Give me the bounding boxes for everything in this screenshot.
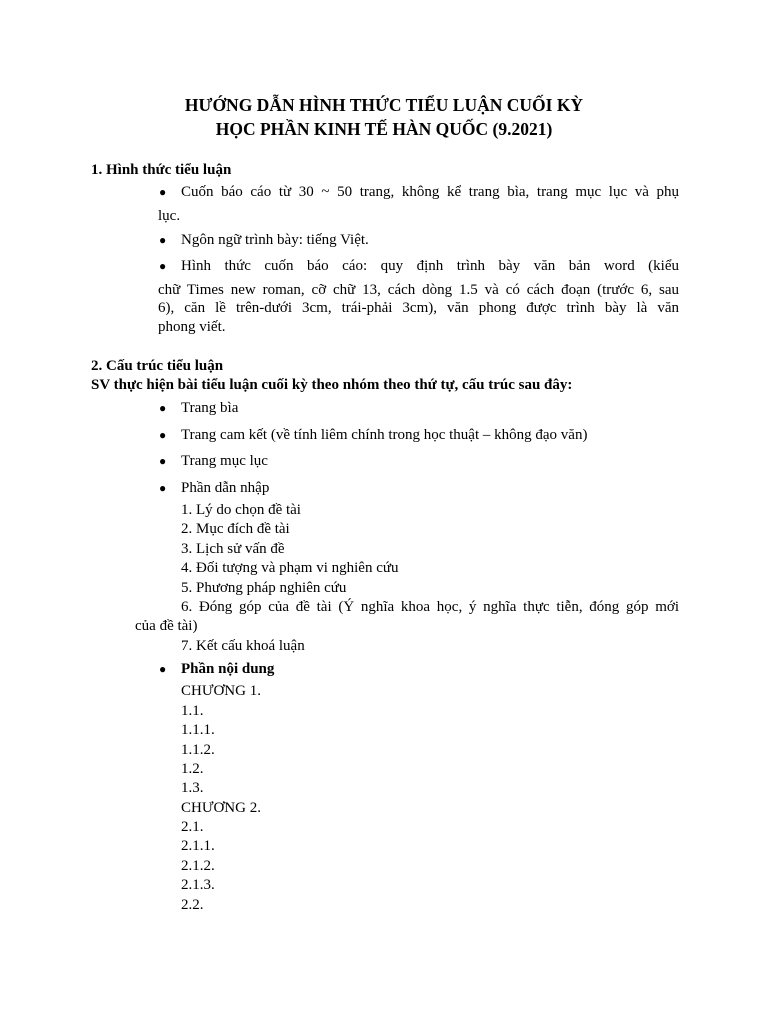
content-item: 2.1.1. — [181, 838, 215, 854]
content-item: 1.1.1. — [181, 722, 215, 738]
document-title-line-2: HỌC PHẦN KINH TẾ HÀN QUỐC (9.2021) — [215, 119, 553, 139]
content-item: 2.1. — [181, 819, 204, 835]
section-2-heading: 2. Cấu trúc tiểu luận — [91, 358, 224, 374]
section-2-bullet-pledge: Trang cam kết (về tính liêm chính trong học thuật – không đạo văn) — [181, 427, 588, 443]
section-1-bullet-3-line-2: chữ Times new roman, cỡ chữ 13, cách dòng 1.5 và có cách đoạn (trước 6, sau — [158, 282, 679, 298]
section-1-bullet-1-line-2: lục. — [158, 208, 181, 224]
section-1-bullet-3-line-4: phong viết. — [158, 319, 226, 335]
section-2-bullet-cover: Trang bìa — [181, 400, 239, 416]
content-item: 1.2. — [181, 761, 204, 777]
intro-item-6-line-2: của đề tài) — [135, 618, 198, 634]
intro-item: 2. Mục đích đề tài — [181, 521, 290, 537]
section-2-bullet-introduction: Phần dẫn nhập — [181, 480, 270, 496]
section-2-bullet-toc: Trang mục lục — [181, 453, 268, 469]
bullet-icon: ● — [159, 401, 167, 415]
intro-item: 3. Lịch sử vấn đề — [181, 541, 285, 557]
section-1-bullet-3-line-1: Hình thức cuốn báo cáo: quy định trình bày văn bản word (kiểu — [181, 258, 679, 274]
content-item: 2.1.3. — [181, 877, 215, 893]
section-1-bullet-1-line-1: Cuốn báo cáo từ 30 ~ 50 trang, không kể trang bìa, trang mục lục và phụ — [181, 184, 679, 200]
bullet-icon: ● — [159, 454, 167, 468]
section-1-bullet-3-line-3: 6), căn lề trên-dưới 3cm, trái-phải 3cm), văn phong được trình bày là văn — [158, 300, 679, 316]
section-2-bullet-content: Phần nội dung — [181, 661, 275, 677]
document-title-line-1: HƯỚNG DẪN HÌNH THỨC TIỂU LUẬN CUỐI KỲ — [184, 95, 584, 115]
content-item: 1.3. — [181, 780, 204, 796]
bullet-icon: ● — [159, 185, 167, 199]
content-item: CHƯƠNG 1. — [181, 683, 261, 699]
intro-item: 1. Lý do chọn đề tài — [181, 502, 301, 518]
bullet-icon: ● — [159, 662, 167, 676]
intro-item: 4. Đối tượng và phạm vi nghiên cứu — [181, 560, 399, 576]
content-item: 1.1.2. — [181, 742, 215, 758]
intro-item: 7. Kết cấu khoá luận — [181, 638, 305, 654]
content-item: 2.1.2. — [181, 858, 215, 874]
intro-item: 5. Phương pháp nghiên cứu — [181, 580, 347, 596]
content-item: 2.2. — [181, 897, 204, 913]
section-2-intro: SV thực hiện bài tiểu luận cuối kỳ theo nhóm theo thứ tự, cấu trúc sau đây: — [91, 377, 573, 393]
content-item: 1.1. — [181, 703, 204, 719]
bullet-icon: ● — [159, 481, 167, 495]
content-item: CHƯƠNG 2. — [181, 800, 261, 816]
bullet-icon: ● — [159, 259, 167, 273]
bullet-icon: ● — [159, 428, 167, 442]
bullet-icon: ● — [159, 233, 167, 247]
intro-item-6-line-1: 6. Đóng góp của đề tài (Ý nghĩa khoa học, ý nghĩa thực tiễn, đóng góp mới — [181, 599, 679, 615]
section-1-bullet-2: Ngôn ngữ trình bày: tiếng Việt. — [181, 232, 369, 248]
section-1-heading: 1. Hình thức tiểu luận — [91, 162, 232, 178]
